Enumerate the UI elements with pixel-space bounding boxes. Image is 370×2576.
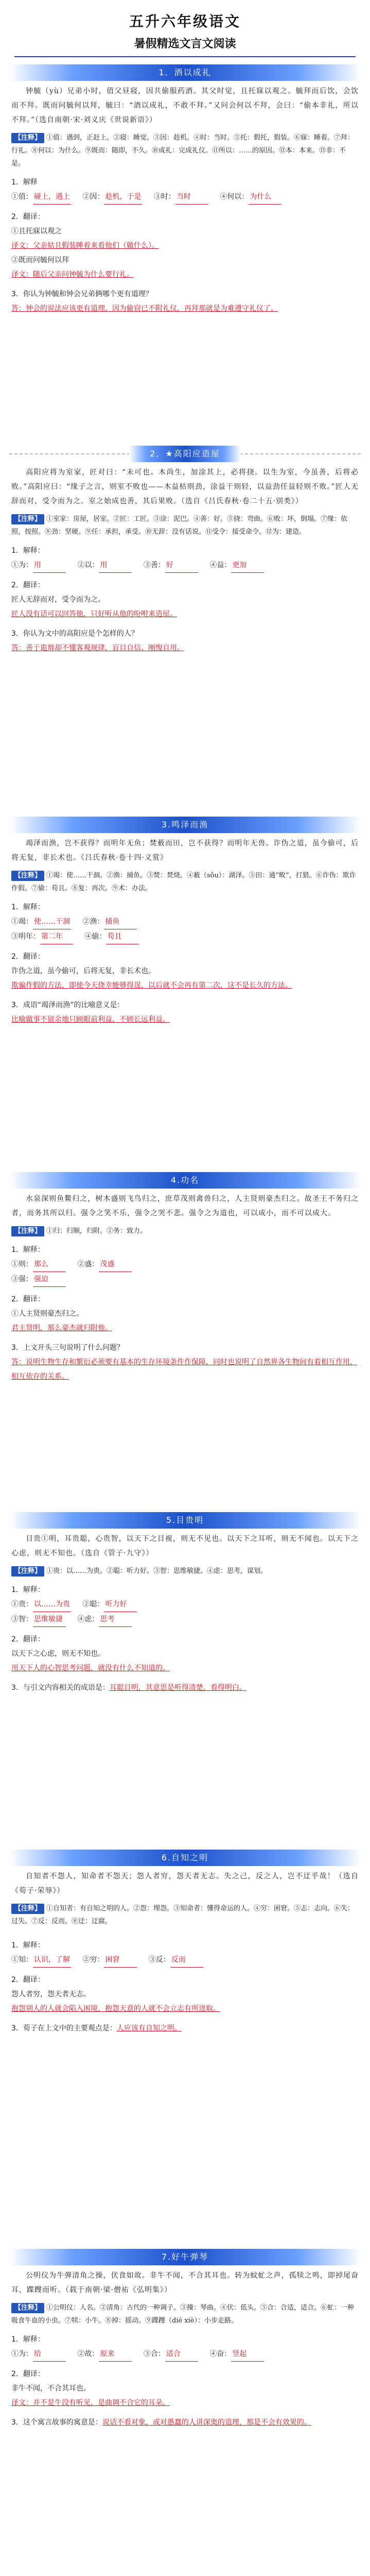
question-2a-answer: 匠人没有话可以回答他，只好听从他的吩咐来造屋。 (11, 610, 177, 618)
question-2a-answer: 抱怨别人的人就会陷入困境，抱怨天意的人就不会立志有所进取。 (11, 2005, 220, 2013)
annotation: 【注释】 ①室家：房屋，居室。②匠：工匠。③涂：泥巴。④善：好。⑤挠：弯曲。⑥败：坏，倒塌。⑦缘：依照，按照。⑧劲：坚硬。⑨任：承担，承受。⑩无辞：没有话说。⑪受令：接受命令。⑫为：建造。 (11, 515, 348, 536)
question-2-heading: 2．翻译： (11, 581, 45, 589)
question-1-row-2: ③明年： 第二年 ④偷： 苟且 (11, 929, 359, 944)
question-2a-label: 匠人无辞而对，受令而为之。 (11, 596, 105, 604)
annotation-label-icon: 【注释】 (11, 133, 44, 143)
annotation: 【注释】 ①公明仪：人名。②清角：古代的一种调子。③操：琴曲。④伏：低头。⑤合：合适，适合。⑥虻：一种吸食牛血的小虫。⑦犊：小牛。⑧掉：摇动。⑨蹀躞（dié xiè）：小步走路。 (11, 2304, 355, 2325)
question-2-heading: 2．翻译： (11, 1295, 45, 1303)
question-1-row: ①为： 给 ②故： 原来 ③合： 适合 ④奋： 竖起 (11, 2347, 359, 2362)
question-1-heading: 1．解释： (11, 903, 45, 911)
question-2b-answer: 译文：随后父亲问钟毓为什么要行礼。 (11, 270, 134, 279)
question-1-heading: 1．解释： (11, 1586, 45, 1594)
question-3: 3．成语“竭泽而渔”的比喻意义是： (11, 1001, 125, 1009)
annotation-label-icon: 【注释】 (11, 871, 44, 881)
section-2 (9, 446, 361, 655)
question-2b-label: ②既而问毓何以拜 (11, 256, 69, 264)
section-1 (9, 64, 361, 316)
question-1-heading: 1．解释： (11, 2335, 45, 2344)
annotation: 【注释】 ①值：遇到，正赶上。②寝：睡觉。③因：趁机。④时：当时。⑤托：假托，假装。⑥寐：睡着。⑦拜：行礼。⑧何以：为什么。⑨既而：随即，不久。⑩成礼：完成礼仪。⑪所以：……的原因。⑫本：本来。⑬非：不是。 (11, 134, 355, 167)
question-2-heading: 2．翻译： (11, 1976, 45, 1984)
question-1-row: ①值： 碰上，遇上 ②因： 趁机，于是 ③时： 当时 ④何以： 为什么 (11, 190, 359, 205)
page-title: 五升六年级语文 (129, 13, 241, 30)
annotation-label-icon: 【注释】 (11, 2303, 44, 2313)
passage-text: 目贵①明，耳贵聪，心贵智，以天下之目视，则无不见也。以天下之耳听，则无不闻也。以天下之心虑，则无不知也。（选自《管子·九守》） (11, 1535, 359, 1557)
passage-text: 公明仪为牛弹清角之操，伏食如故。非牛不闻，不合其耳也。转为蚊虻之声，孤犊之鸣，即掉尾奋耳，蹀躞而听。（载于南朝·梁·僧祐《弘明集》） (11, 2272, 359, 2294)
question-2a-label: 以天下之心虑，则无不知也。 (11, 1650, 105, 1658)
section-4 (9, 1172, 361, 1384)
section-5 (9, 1512, 361, 1695)
question-1-heading: 1．解释： (11, 1246, 45, 1254)
question-3-answer: 答：说明生物生存和繁衍必须要有基本的生存环境条件作保障，同时也说明了自然界各生物间有着相互作用，相互依存的关系。 (11, 1358, 357, 1381)
question-2a-answer: 欺骗作假的方法，即使今天侥幸能够得逞，以后就不会再有第二次，这不是长久的方法。 (11, 981, 292, 990)
question-1-row: ①知： 认识，了解 ②穷： 困窘 ③反： 反而 (11, 1953, 359, 1968)
question-3-answer: 比喻做事不留余地只顾眼前利益，不顾长远利益。 (11, 1015, 170, 1024)
question-2a-label: ①人主贤则豪杰归之。 (11, 1310, 83, 1318)
section-header: 3.鸣泽而渔 (9, 817, 361, 833)
section-header: 6.自知之明 (9, 1850, 361, 1866)
annotation-label-icon: 【注释】 (11, 1226, 44, 1236)
question-1-heading: 1．解释： (11, 547, 45, 555)
section-6 (9, 1850, 361, 2036)
question-3-answer: 答：钟会的说法应该更有道理，因为偷窃已不附礼仪，再拜那就是为难遵守礼仪了。 (11, 304, 278, 313)
passage-text: 钟毓（yù）兄弟小时，值父昼寝，因共偷服药酒。其父时觉，且托寐以观之。毓拜而后饮，会饮而不拜。既而问毓何以拜，毓曰：“酒以成礼，不敢不拜。”又问会何以不拜，会曰：“偷本非礼，所以不拜。”（选自南朝·宋·刘义庆《世说新语》） (11, 87, 359, 124)
question-1-row-2: ③强： 强迫 (11, 1272, 359, 1287)
question-2a-label: 怨人者穷，怨天者无志。 (11, 1990, 91, 1998)
question-3-answer: 人应该有自知之明。 (116, 2024, 182, 2032)
passage-text: 水泉深则鱼鳖归之，树木盛则飞鸟归之，庶草茂则禽兽归之，人主贤则豪杰归之。故圣王不务归之者，而务其所以归。强令之笑不乐，强令之哭不悲。强令之为道也，可以成小，而不可以成大。 (11, 1195, 359, 1217)
section-header: 1．酒以成礼 (9, 64, 361, 81)
passage-text: 自知者不怨人，知命者不怨天；怨人者穷，怨天者无志。失之己，反之人，岂不迂乎哉！（选自《荀子·荣辱》） (11, 1872, 359, 1895)
question-1-heading: 1．解释 (11, 178, 38, 187)
section-3 (9, 817, 361, 1027)
question-2a-answer: 用天下人的心智思考问题，就没有什么不知道的。 (11, 1664, 170, 1672)
annotation-label-icon: 【注释】 (11, 1904, 44, 1914)
question-2-heading: 2．翻译： (11, 2370, 45, 2378)
question-3: 3．与引文内容相关的成语是：耳聪目明，其意思是听得清楚，看得明白。 (11, 1684, 246, 1692)
question-3: 3．你认为文中的高阳应是个怎样的人？ (11, 630, 138, 638)
question-1-row: ①为： 用 ②以： 用 ③善： 好 ④益： 更加 (11, 558, 359, 573)
question-2a-label: ①且托寐以观之 (11, 227, 62, 235)
question-2-heading: 2．翻译： (11, 1635, 45, 1643)
question-2-heading: 2．翻译： (11, 213, 45, 221)
question-1-row: ①则： 那么 ②盛： 茂盛 (11, 1257, 359, 1272)
page-subtitle: 暑假精选文言文阅读 (134, 38, 236, 50)
question-3: 3．荀子在上文中的主要观点是：人应该有自知之明。 (11, 2024, 182, 2032)
question-1-row: ①竭： 使……干涸 ②渔： 捕鱼 (11, 914, 359, 929)
question-3-answer: 说话不看对象，或对愚蠢的人讲深奥的道理，那是不会有效果的。 (102, 2418, 311, 2427)
question-2a-answer: 译文：并不是牛没有听见，是曲调不合它的耳朵。 (11, 2399, 170, 2407)
section-header: 4.功名 (9, 1172, 361, 1189)
question-2a-answer: 译文：父亲姑且假装睡着来看他们（做什么）。 (11, 242, 159, 250)
section-header: 2．★高阳应造屋 (9, 446, 361, 462)
annotation-label-icon: 【注释】 (11, 514, 44, 524)
passage-text: 竭泽而渔，岂不获得？而明年无鱼；焚薮而田，岂不获得？而明年无兽。诈伪之道，虽今偷可，后将无复，非长术也。《吕氏春秋·卷十四·义赏》 (11, 839, 359, 862)
title-divider (14, 56, 356, 57)
annotation: 【注释】 ①归：归顺，归附。②务：致力。 (11, 1225, 359, 1238)
question-3: 3．你认为钟毓和钟会兄弟俩哪个更有道理？ (11, 290, 153, 298)
question-2a-answer: 君主贤明，那么豪杰就归附他。 (11, 1324, 112, 1332)
section-header: 7.好牛弹琴 (9, 2249, 361, 2265)
passage-text: 高阳应将为室家，匠对曰：“未可也。木尚生，加涂其上，必将挠。以生为室，今虽善，后将必败。”高阳应曰：“缘子之言，则室不败也——木益枯则劲，涂益干则轻，以益劲任益轻则不败。”匠人无辞而对，受令而为之。室之始成也善，其后果败。（选自《吕氏春秋·卷二十五·别类》） (11, 468, 359, 505)
section-header: 5.目贵明 (9, 1512, 361, 1529)
question-2a-label: 诈伪之道，虽今偷可，后将无复，非长术也。 (11, 967, 155, 975)
annotation: 【注释】 ①自知者：有自知之明的人。②怨：埋怨。③知命者：懂得命运的人。④穷：困窘。⑤志：志向。⑥失：过失。⑦反：反而。⑧迂：迂腐。 (11, 1905, 355, 1925)
question-3-answer: 答：善于诡辩却不懂客观规律，盲目自信、刚愎自用。 (11, 644, 184, 652)
question-1-row: ①贵： 以……为贵 ②聪： 听力好 (11, 1597, 359, 1612)
question-1-row-2: ③智： 思维敏捷 ④虑： 思考 (11, 1612, 359, 1627)
question-3: 3．这个寓言故事的寓意是：说话不看对象，或对愚蠢的人讲深奥的道理，那是不会有效果的。 (11, 2418, 311, 2427)
section-7 (9, 2249, 361, 2430)
annotation: 【注释】 ①贵：以……为贵。②聪：听力好。③智：思维敏捷。④虑：思考，谋划。 (11, 1565, 359, 1578)
annotation-label-icon: 【注释】 (11, 1566, 44, 1577)
question-1-heading: 1．解释： (11, 1941, 45, 1950)
question-2a-label: 非牛不闻，不合其耳也。 (11, 2384, 91, 2393)
annotation: 【注释】 ①竭：使……干涸。②渔：捕鱼。③焚：焚烧。④薮（sǒu）：湖泽。⑤田：通“畋”，打猎。⑥诈伪：欺诈作假。⑦偷：苟且。⑧复：再次。⑨术：办法。 (11, 872, 356, 892)
question-3-answer: 耳聪目明，其意思是听得清楚，看得明白。 (109, 1684, 246, 1692)
question-2-heading: 2．翻译： (11, 953, 45, 961)
question-3: 3．上文开头三句说明了什么问题？ (11, 1344, 124, 1352)
